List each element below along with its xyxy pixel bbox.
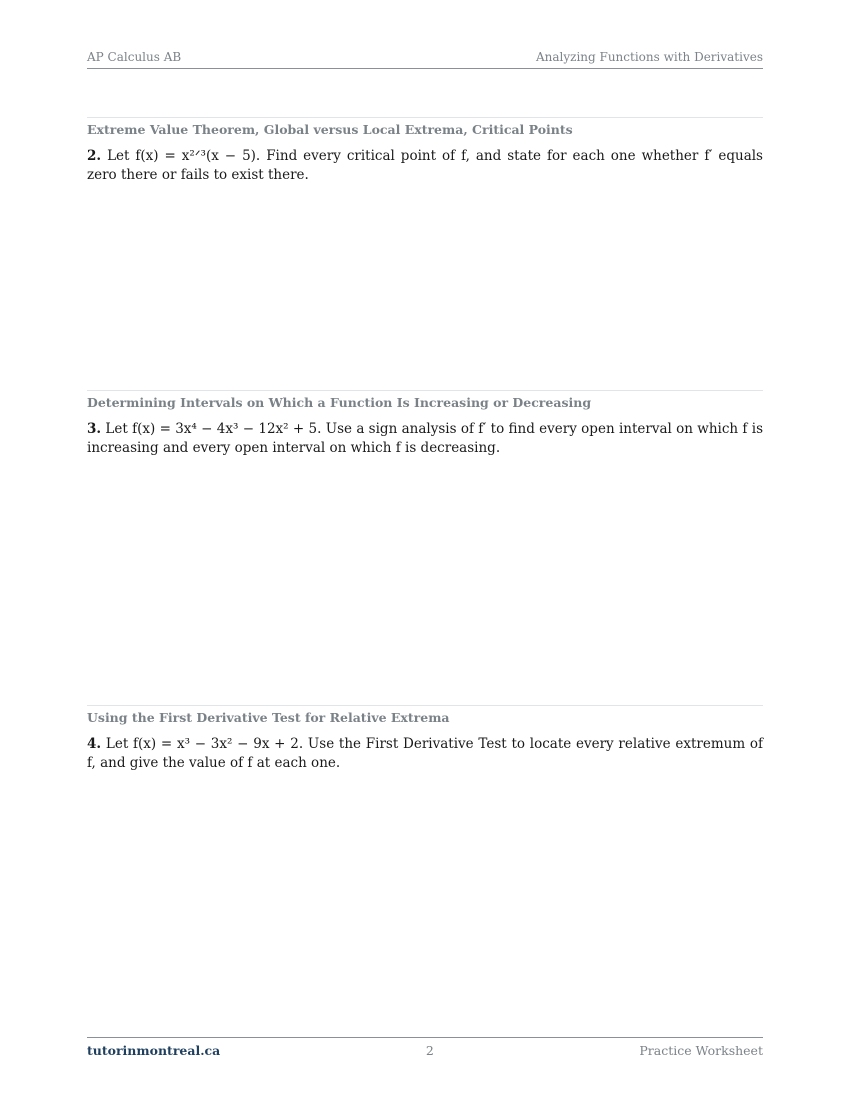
page-footer (87, 1037, 763, 1058)
section-title: Extreme Value Theorem, Global versus Local Extrema, Critical Points (87, 122, 573, 137)
problem-number: 2. (87, 148, 102, 164)
section-first-derivative-test (87, 705, 763, 773)
section-title: Using the First Derivative Test for Relative Extrema (87, 710, 450, 725)
section-increasing-decreasing (87, 390, 763, 458)
section-divider (87, 117, 763, 118)
problem-number: 3. (87, 421, 102, 437)
problem-3 (87, 420, 763, 458)
section-critical-points (87, 117, 763, 185)
course-title: AP Calculus AB (87, 50, 182, 64)
worksheet-label: Practice Worksheet (639, 1043, 763, 1058)
problem-number: 4. (87, 736, 102, 752)
section-divider (87, 705, 763, 706)
problem-text: Let f(x) = x³ − 3x² − 9x + 2. Use the First Derivative Test to locate every relative extremum of f, and give the value of f at each one. (87, 736, 763, 771)
problem-text: Let f(x) = x²ᐟ³(x − 5). Find every critical point of f, and state for each one whether f′ equals zero there or fails to exist there. (87, 148, 763, 183)
problem-4 (87, 735, 763, 773)
site-link[interactable]: tutorinmontreal.ca (87, 1043, 221, 1058)
unit-title: Analyzing Functions with Derivatives (535, 50, 763, 64)
problem-text: Let f(x) = 3x⁴ − 4x³ − 12x² + 5. Use a sign analysis of f′ to find every open interval on which f is increasing and every open interval on which f is decreasing. (87, 421, 763, 456)
section-divider (87, 390, 763, 391)
problem-2 (87, 147, 763, 185)
section-title: Determining Intervals on Which a Function Is Increasing or Decreasing (87, 395, 592, 410)
page-header (87, 50, 763, 69)
page-number: 2 (425, 1043, 434, 1058)
